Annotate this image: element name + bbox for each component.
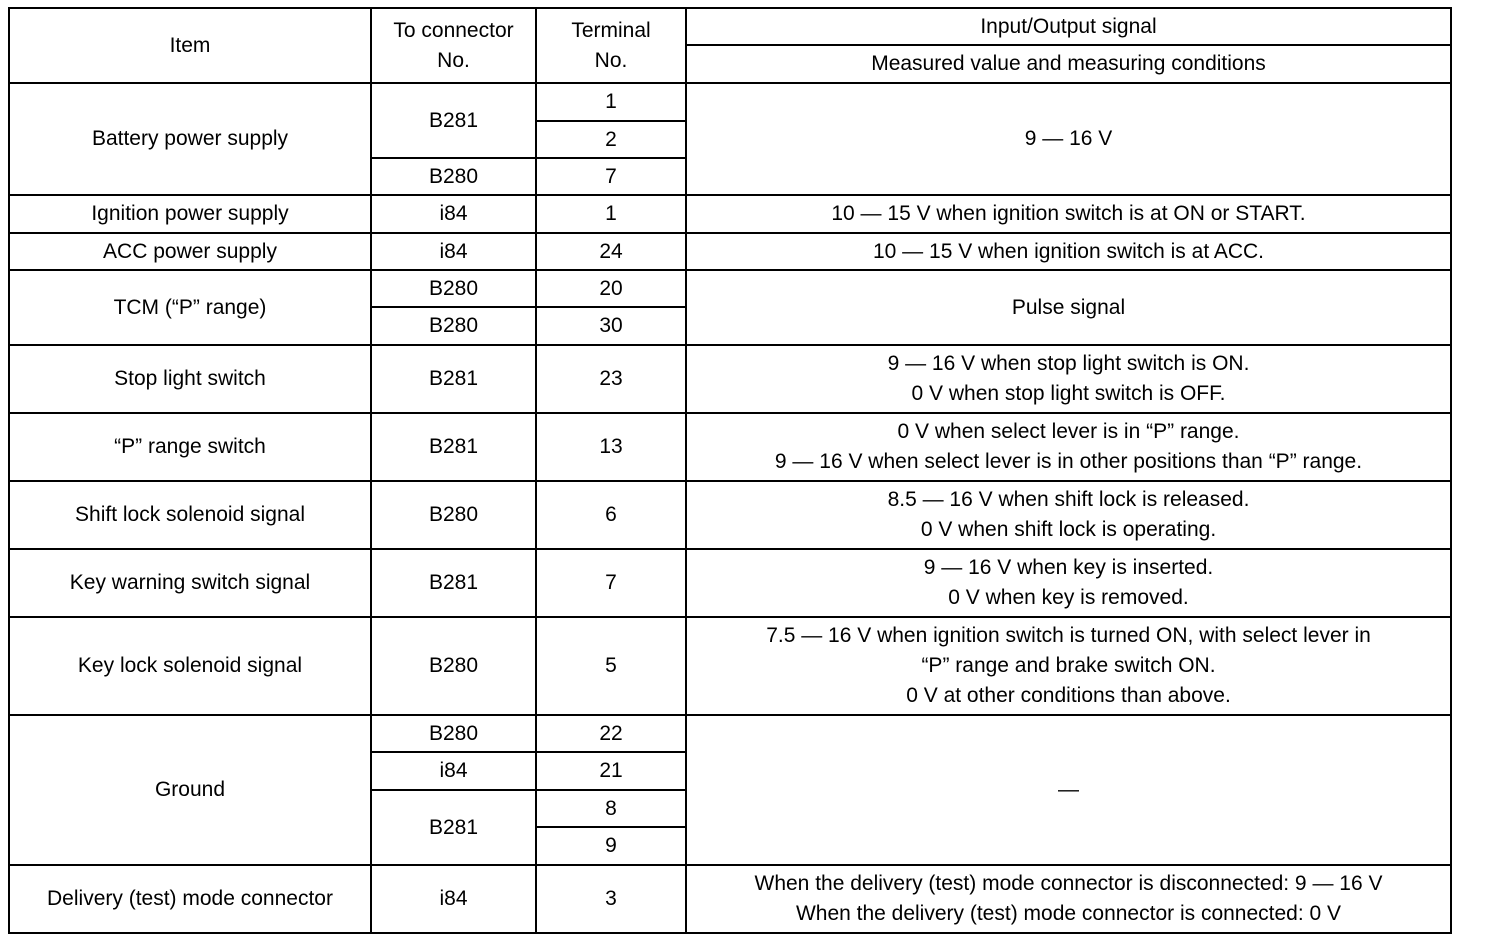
signal-cell: 10 — 15 V when ignition switch is at ACC. (686, 233, 1451, 270)
terminal-cell: 1 (536, 83, 686, 121)
terminal-cell: 21 (536, 752, 686, 790)
table-row-key-lock (9, 617, 1451, 715)
terminal-cell: 7 (536, 158, 686, 195)
terminal-cell: 7 (536, 549, 686, 617)
table-row-ignition (9, 195, 1451, 233)
signal-cell: 8.5 — 16 V when shift lock is released. 0 V when shift lock is operating. (686, 481, 1451, 549)
connector-cell: B281 (371, 549, 536, 617)
header-connector: To connector No. (371, 8, 536, 83)
connector-cell: B281 (371, 345, 536, 413)
connector-cell: i84 (371, 195, 536, 233)
connector-cell: B280 (371, 270, 536, 307)
table-row-key-warning (9, 549, 1451, 617)
item-cell: ACC power supply (9, 233, 371, 270)
item-cell: Stop light switch (9, 345, 371, 413)
connector-cell: i84 (371, 752, 536, 790)
terminal-cell: 8 (536, 790, 686, 827)
table-row-tcm (9, 270, 1451, 307)
terminal-cell: 24 (536, 233, 686, 270)
terminal-cell: 9 (536, 827, 686, 865)
terminal-cell: 23 (536, 345, 686, 413)
terminal-cell: 20 (536, 270, 686, 307)
signal-cell: 0 V when select lever is in “P” range. 9 — 16 V when select lever is in other positions than “P” range. (686, 413, 1451, 481)
terminal-cell: 30 (536, 307, 686, 345)
signal-cell: 9 — 16 V when key is inserted. 0 V when key is removed. (686, 549, 1451, 617)
table-row-p-range (9, 413, 1451, 481)
signal-cell: — (686, 715, 1451, 865)
connector-cell: i84 (371, 233, 536, 270)
connector-cell: i84 (371, 865, 536, 933)
header-measured: Measured value and measuring conditions (686, 45, 1451, 83)
connector-cell: B280 (371, 617, 536, 715)
connector-cell: B281 (371, 83, 536, 158)
connector-cell: B281 (371, 790, 536, 865)
item-cell: Shift lock solenoid signal (9, 481, 371, 549)
connector-cell: B280 (371, 158, 536, 195)
terminal-cell: 3 (536, 865, 686, 933)
item-cell: Battery power supply (9, 83, 371, 195)
table-row-ground (9, 715, 1451, 752)
signal-cell: Pulse signal (686, 270, 1451, 345)
signal-cell: 9 — 16 V (686, 83, 1451, 195)
table-row-shift-lock (9, 481, 1451, 549)
terminal-cell: 2 (536, 121, 686, 158)
table-row-battery (9, 83, 1451, 121)
terminal-cell: 1 (536, 195, 686, 233)
item-cell: Delivery (test) mode connector (9, 865, 371, 933)
connector-cell: B280 (371, 715, 536, 752)
table-row-stop-light (9, 345, 1451, 413)
item-cell: Key warning switch signal (9, 549, 371, 617)
header-signal: Input/Output signal (686, 8, 1451, 45)
item-cell: Key lock solenoid signal (9, 617, 371, 715)
table-row-acc (9, 233, 1451, 270)
item-cell: Ignition power supply (9, 195, 371, 233)
item-cell: TCM (“P” range) (9, 270, 371, 345)
terminal-cell: 6 (536, 481, 686, 549)
item-cell: Ground (9, 715, 371, 865)
header-terminal: Terminal No. (536, 8, 686, 83)
terminal-cell: 13 (536, 413, 686, 481)
item-cell: “P” range switch (9, 413, 371, 481)
signal-cell: 9 — 16 V when stop light switch is ON. 0 V when stop light switch is OFF. (686, 345, 1451, 413)
table-row-delivery (9, 865, 1451, 933)
connector-cell: B281 (371, 413, 536, 481)
signal-cell: When the delivery (test) mode connector is disconnected: 9 — 16 V When the delivery (test) mode connector is connected: 0 V (686, 865, 1451, 933)
connector-cell: B280 (371, 481, 536, 549)
terminal-cell: 22 (536, 715, 686, 752)
header-item: Item (9, 8, 371, 83)
header-row (9, 8, 1451, 45)
signal-cell: 7.5 — 16 V when ignition switch is turned ON, with select lever in “P” range and brake switch ON. 0 V at other conditions than above. (686, 617, 1451, 715)
connector-cell: B280 (371, 307, 536, 345)
io-signal-table (8, 7, 1452, 934)
terminal-cell: 5 (536, 617, 686, 715)
signal-cell: 10 — 15 V when ignition switch is at ON or START. (686, 195, 1451, 233)
